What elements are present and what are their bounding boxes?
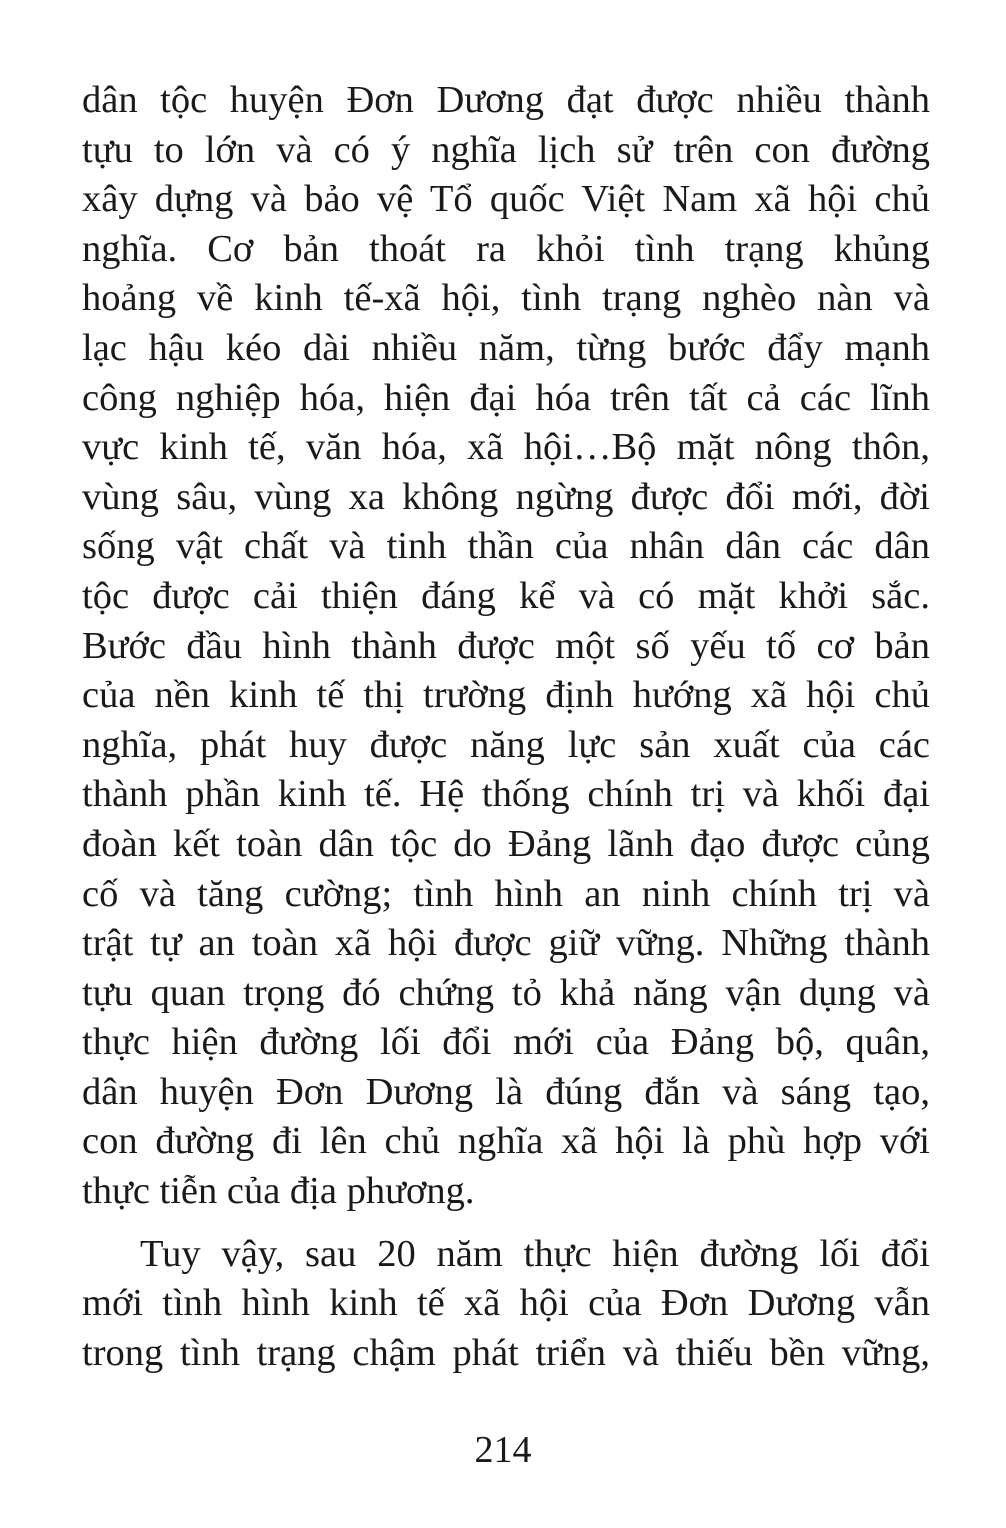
text-line: hoảng về kinh tế-xã hội, tình trạng nghèo nàn và: [82, 277, 930, 320]
text-line: tộc được cải thiện đáng kể và có mặt khởi sắc.: [82, 574, 930, 617]
text-line: công nghiệp hóa, hiện đại hóa trên tất cả các lĩnh: [82, 376, 930, 419]
text-line: lạc hậu kéo dài nhiều năm, từng bước đẩy mạnh: [82, 326, 930, 369]
text-line: trong tình trạng chậm phát triển và thiếu bền vững,: [82, 1331, 930, 1374]
text-line: đoàn kết toàn dân tộc do Đảng lãnh đạo được củng: [82, 822, 930, 865]
text-line: tựu to lớn và có ý nghĩa lịch sử trên con đường: [82, 128, 930, 171]
text-line: thực tiễn của địa phương.: [82, 1170, 475, 1213]
text-line: xây dựng và bảo vệ Tổ quốc Việt Nam xã hội chủ: [82, 178, 930, 221]
text-line: của nền kinh tế thị trường định hướng xã hội chủ: [82, 674, 930, 717]
text-line: thực hiện đường lối đổi mới của Đảng bộ, quân,: [82, 1021, 930, 1064]
text-line: Tuy vậy, sau 20 năm thực hiện đường lối đổi: [140, 1232, 930, 1275]
text-line: tựu quan trọng đó chứng tỏ khả năng vận dụng và: [82, 971, 930, 1014]
text-line: vùng sâu, vùng xa không ngừng được đổi mới, đời: [82, 475, 930, 518]
text-line: vực kinh tế, văn hóa, xã hội…Bộ mặt nông thôn,: [82, 426, 930, 469]
text-line: Bước đầu hình thành được một số yếu tố cơ bản: [82, 624, 930, 667]
text-line: dân tộc huyện Đơn Dương đạt được nhiều thành: [82, 79, 930, 121]
text-line: sống vật chất và tinh thần của nhân dân các dân: [82, 525, 930, 568]
text-line: trật tự an toàn xã hội được giữ vững. Những thành: [82, 922, 930, 965]
text-line: con đường đi lên chủ nghĩa xã hội là phù hợp với: [82, 1120, 930, 1163]
text-line: nghĩa. Cơ bản thoát ra khỏi tình trạng khủng: [82, 227, 930, 270]
body-text: [82, 76, 930, 1378]
text-line: cố và tăng cường; tình hình an ninh chính trị và: [82, 872, 930, 915]
page-number: 214: [474, 1429, 532, 1471]
text-line: mới tình hình kinh tế xã hội của Đơn Dương vẫn: [82, 1282, 930, 1325]
paragraph-gap: [82, 1217, 930, 1230]
text-line: thành phần kinh tế. Hệ thống chính trị và khối đại: [82, 773, 930, 816]
text-line: nghĩa, phát huy được năng lực sản xuất của các: [82, 723, 930, 766]
text-line: dân huyện Đơn Dương là đúng đắn và sáng tạo,: [82, 1070, 930, 1113]
